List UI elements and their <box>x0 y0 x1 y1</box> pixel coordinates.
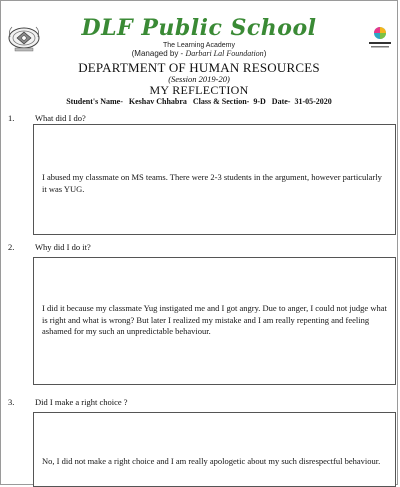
school-name: DLF Public School <box>81 15 317 41</box>
department-title: DEPARTMENT OF HUMAN RESOURCES <box>78 60 320 75</box>
answer-box-3 <box>33 412 396 487</box>
question-text: What did I do? <box>35 113 86 123</box>
form-title: MY REFLECTION <box>149 83 249 97</box>
question-2 <box>8 242 91 252</box>
class-section-value: 9-D <box>253 97 266 106</box>
answer-text: I did it because my classmate Yug instigated me and I got angry. Due to anger, I could not judge what is right and what is wrong? But later I realized my mistake and I am really repenting and feeling ashamed for my such an unpredictable behaviour. <box>42 303 387 336</box>
question-1 <box>8 113 86 123</box>
academy-subtitle: The Learning Academy <box>163 42 235 49</box>
managed-prefix: (Managed by - <box>131 49 186 58</box>
managed-suffix: ) <box>263 49 267 58</box>
answer-box-2 <box>33 257 396 385</box>
date-label: Date- <box>271 97 291 106</box>
answer-box-1 <box>33 124 396 235</box>
question-number: 2. <box>8 242 15 252</box>
form-header <box>1 1 397 113</box>
date-value: 31-05-2020 <box>294 97 332 106</box>
answer-text: I abused my classmate on MS teams. There were 2-3 students in the argument, however particularly it was YUG. <box>42 172 382 194</box>
foundation-name: Darbari Lal Foundation <box>185 49 264 58</box>
student-details-row <box>1 97 397 106</box>
session-label: (Session 2019-20) <box>168 74 230 84</box>
class-section-label: Class & Section- <box>192 97 250 106</box>
answer-text: No, I did not make a right choice and I am really apologetic about my such disrespectful behaviour. <box>42 456 381 466</box>
question-number: 3. <box>8 397 15 407</box>
question-3 <box>8 397 128 407</box>
student-name-label: Student's Name- <box>66 97 123 106</box>
question-number: 1. <box>8 113 15 123</box>
question-text: Why did I do it? <box>35 242 91 252</box>
student-name-value: Keshav Chhabra <box>128 97 187 106</box>
question-text: Did I make a right choice ? <box>35 397 128 407</box>
managed-by-line <box>1 49 397 58</box>
